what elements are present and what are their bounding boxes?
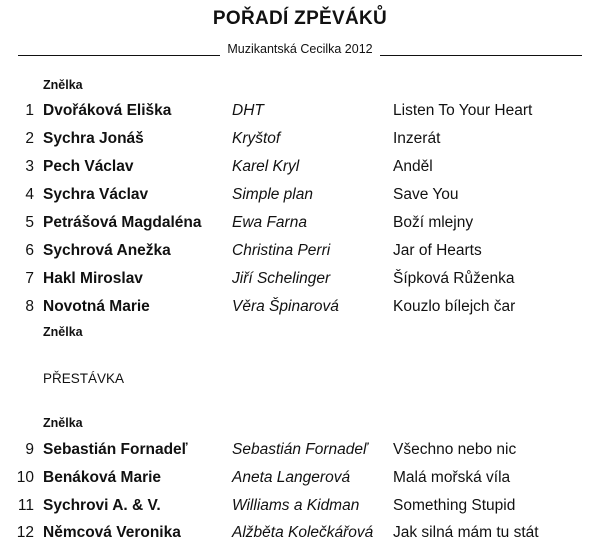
- performer-row: [0, 242, 600, 266]
- row-number: 7: [25, 270, 34, 287]
- row-number: 2: [25, 130, 34, 147]
- performer-row: [0, 524, 600, 548]
- song-title: Šípková Růženka: [393, 270, 515, 287]
- row-number: 5: [25, 214, 34, 231]
- subtitle-row: [18, 40, 582, 56]
- row-number: 9: [25, 441, 34, 458]
- original-artist: Aneta Langerová: [232, 469, 351, 486]
- row-number: 8: [25, 298, 34, 315]
- performer-name: Sychrovi A. & V.: [43, 497, 161, 514]
- right-rule: [380, 44, 582, 56]
- original-artist: Karel Kryl: [232, 158, 300, 175]
- row-number: 10: [16, 469, 34, 486]
- song-title: Jak silná mám tu stát: [393, 524, 539, 541]
- original-artist: DHT: [232, 102, 264, 119]
- song-title: Listen To Your Heart: [393, 102, 533, 119]
- song-title: Save You: [393, 186, 459, 203]
- original-artist: Kryštof: [232, 130, 281, 147]
- song-title: Malá mořská víla: [393, 469, 511, 486]
- performer-name: Sychra Václav: [43, 186, 149, 203]
- original-artist: Williams a Kidman: [232, 497, 360, 514]
- original-artist: Sebastián Fornadeľ: [232, 441, 368, 458]
- song-title: Inzerát: [393, 130, 441, 147]
- performer-row: [0, 102, 600, 126]
- row-number: 4: [25, 186, 34, 203]
- performer-name: Němcová Veronika: [43, 524, 181, 541]
- page-title: POŘADÍ ZPĚVÁKŮ: [212, 8, 388, 29]
- performer-row: [0, 497, 600, 521]
- original-artist: Christina Perri: [232, 242, 331, 259]
- performer-row: [0, 214, 600, 238]
- row-number: 12: [16, 524, 34, 541]
- performer-name: Dvořáková Eliška: [43, 102, 172, 119]
- performer-name: Petrášová Magdaléna: [43, 214, 202, 231]
- performer-name: Novotná Marie: [43, 298, 150, 315]
- song-title: Anděl: [393, 158, 433, 175]
- event-subtitle: Muzikantská Cecilka 2012: [227, 42, 373, 56]
- original-artist: Věra Špinarová: [232, 298, 339, 315]
- row-number: 11: [17, 497, 34, 514]
- intermission-label: PŘESTÁVKA: [43, 371, 125, 386]
- znelka-label-2: Znělka: [43, 325, 83, 339]
- song-title: Všechno nebo nic: [393, 441, 517, 458]
- performer-row: [0, 186, 600, 210]
- performer-row: [0, 270, 600, 294]
- row-number: 1: [25, 102, 34, 119]
- performer-name: Sychrová Anežka: [43, 242, 171, 259]
- left-rule: [18, 44, 220, 56]
- song-title: Boží mlejny: [393, 214, 474, 231]
- znelka-label-1: Znělka: [43, 78, 83, 92]
- song-title: Jar of Hearts: [393, 242, 482, 259]
- song-title: Kouzlo bílejch čar: [393, 298, 516, 315]
- performer-name: Sebastián Fornadeľ: [43, 441, 188, 458]
- performer-row: [0, 158, 600, 182]
- performer-name: Sychra Jonáš: [43, 130, 144, 147]
- row-number: 6: [25, 242, 34, 259]
- performer-row: [0, 469, 600, 493]
- performer-name: Pech Václav: [43, 158, 134, 175]
- performer-row: [0, 298, 600, 322]
- original-artist: Alžběta Kolečkářová: [232, 524, 374, 541]
- song-title: Something Stupid: [393, 497, 516, 514]
- znelka-label-3: Znělka: [43, 416, 83, 430]
- performer-row: [0, 130, 600, 154]
- performer-name: Benáková Marie: [43, 469, 162, 486]
- row-number: 3: [25, 158, 34, 175]
- original-artist: Jiří Schelinger: [232, 270, 331, 287]
- performer-row: [0, 441, 600, 465]
- original-artist: Simple plan: [232, 186, 313, 203]
- original-artist: Ewa Farna: [232, 214, 307, 231]
- performer-name: Hakl Miroslav: [43, 270, 143, 287]
